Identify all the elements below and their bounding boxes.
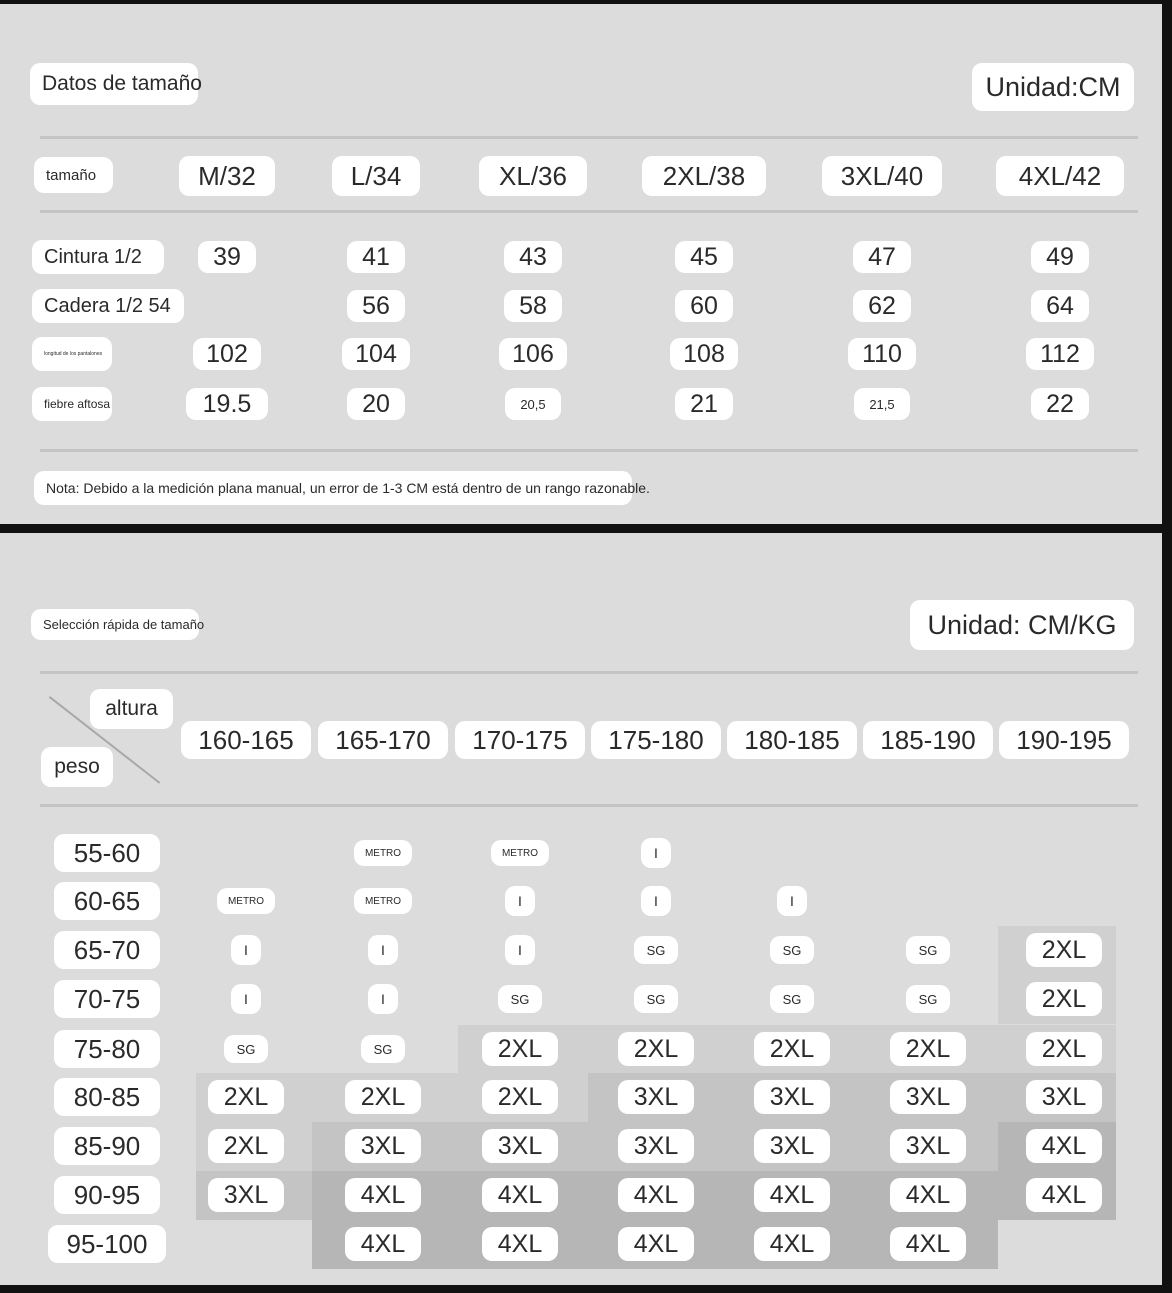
measurement-value: 41 [347, 241, 405, 273]
measurement-value: 39 [198, 241, 256, 273]
measurement-value: 102 [193, 338, 261, 370]
weight-range-label: 85-90 [54, 1127, 160, 1165]
weight-range-label: 70-75 [54, 980, 160, 1018]
recommended-size-cell: SG [906, 985, 950, 1013]
recommended-size-cell: 3XL [754, 1080, 830, 1114]
recommended-size-cell: 2XL [1026, 933, 1102, 967]
recommended-size-cell: 3XL [618, 1129, 694, 1163]
weight-range-label: 80-85 [54, 1078, 160, 1116]
size-header-cell: XL/36 [479, 156, 587, 196]
measurement-value: 106 [499, 338, 567, 370]
recommended-size-cell: SG [224, 1035, 268, 1063]
recommended-size-cell: 3XL [345, 1129, 421, 1163]
recommended-size-cell: SG [634, 936, 678, 964]
measurement-row-label: Cintura 1/2 [32, 240, 164, 274]
recommended-size-cell: 4XL [482, 1178, 558, 1212]
recommended-size-cell: 4XL [345, 1178, 421, 1212]
weight-range-label: 65-70 [54, 931, 160, 969]
weight-range-label: 55-60 [54, 834, 160, 872]
recommended-size-cell: 3XL [890, 1080, 966, 1114]
recommended-size-cell: 4XL [1026, 1129, 1102, 1163]
recommended-size-cell: 2XL [1026, 1032, 1102, 1066]
recommended-size-cell: SG [906, 936, 950, 964]
divider [40, 449, 1138, 452]
quick-select-unit: Unidad: CM/KG [910, 600, 1134, 650]
divider [40, 210, 1138, 213]
measurement-value: 64 [1031, 290, 1089, 322]
weight-label: peso [41, 747, 113, 787]
recommended-size-cell: 4XL [754, 1178, 830, 1212]
recommended-size-cell: 2XL [482, 1080, 558, 1114]
size-header-cell: 2XL/38 [642, 156, 766, 196]
measurement-row-label: fiebre aftosa [32, 387, 112, 421]
recommended-size-cell: 2XL [618, 1032, 694, 1066]
measurement-value: 47 [853, 241, 911, 273]
size-data-unit: Unidad:CM [972, 63, 1134, 111]
recommended-size-cell: 4XL [890, 1227, 966, 1261]
recommended-size-cell: 3XL [482, 1129, 558, 1163]
measurement-value: 108 [670, 338, 738, 370]
recommended-size-cell: I [368, 984, 398, 1014]
divider [40, 136, 1138, 139]
size-data-title: Datos de tamaño [30, 63, 198, 105]
recommended-size-cell: I [368, 935, 398, 965]
recommended-size-cell: 4XL [754, 1227, 830, 1261]
recommended-size-cell: METRO [354, 840, 412, 866]
size-header-label: tamaño [34, 157, 113, 193]
size-header-cell: 3XL/40 [822, 156, 942, 196]
measurement-value: 19.5 [186, 388, 268, 420]
recommended-size-cell: 4XL [618, 1178, 694, 1212]
recommended-size-cell: 4XL [345, 1227, 421, 1261]
recommended-size-cell: METRO [354, 888, 412, 914]
size-header-cell: M/32 [179, 156, 275, 196]
recommended-size-cell: 2XL [482, 1032, 558, 1066]
height-range-header: 170-175 [455, 721, 585, 759]
recommended-size-cell: 2XL [208, 1080, 284, 1114]
recommended-size-cell: SG [770, 985, 814, 1013]
measurement-row-label: longitud de los pantalones [32, 337, 112, 371]
measurement-value: 20 [347, 388, 405, 420]
measurement-value: 58 [504, 290, 562, 322]
divider [40, 671, 1138, 674]
measurement-value: 112 [1026, 338, 1094, 370]
recommended-size-cell: I [231, 935, 261, 965]
measurement-value: 56 [347, 290, 405, 322]
recommended-size-cell: 4XL [1026, 1178, 1102, 1212]
recommended-size-cell: 2XL [890, 1032, 966, 1066]
recommended-size-cell: 3XL [890, 1129, 966, 1163]
recommended-size-cell: 4XL [618, 1227, 694, 1261]
measurement-value: 43 [504, 241, 562, 273]
height-label: altura [90, 689, 173, 729]
recommended-size-cell: SG [770, 936, 814, 964]
recommended-size-cell: 3XL [208, 1178, 284, 1212]
size-header-cell: L/34 [332, 156, 420, 196]
height-range-header: 190-195 [999, 721, 1129, 759]
measurement-value: 45 [675, 241, 733, 273]
recommended-size-cell: 4XL [482, 1227, 558, 1261]
recommended-size-cell: METRO [217, 888, 275, 914]
recommended-size-cell: SG [634, 985, 678, 1013]
weight-range-label: 75-80 [54, 1030, 160, 1068]
recommended-size-cell: 2XL [754, 1032, 830, 1066]
recommended-size-cell: 3XL [754, 1129, 830, 1163]
recommended-size-cell: I [641, 886, 671, 916]
recommended-size-cell: 3XL [618, 1080, 694, 1114]
recommended-size-cell: 2XL [208, 1129, 284, 1163]
measurement-value: 104 [342, 338, 410, 370]
measurement-value: 21 [675, 388, 733, 420]
measurement-row-label: Cadera 1/2 54 [32, 289, 184, 323]
height-range-header: 180-185 [727, 721, 857, 759]
measurement-note: Nota: Debido a la medición plana manual, un error de 1-3 CM está dentro de un rango razonable. [34, 471, 632, 505]
recommended-size-cell: 4XL [890, 1178, 966, 1212]
recommended-size-cell: I [231, 984, 261, 1014]
size-header-cell: 4XL/42 [996, 156, 1124, 196]
divider [40, 804, 1138, 807]
measurement-value: 110 [848, 338, 916, 370]
measurement-value: 20,5 [505, 388, 560, 420]
recommended-size-cell: 2XL [345, 1080, 421, 1114]
measurement-value: 62 [853, 290, 911, 322]
measurement-value: 60 [675, 290, 733, 322]
weight-range-label: 95-100 [48, 1225, 166, 1263]
height-range-header: 165-170 [318, 721, 448, 759]
recommended-size-cell: SG [361, 1035, 405, 1063]
recommended-size-cell: 3XL [1026, 1080, 1102, 1114]
height-range-header: 185-190 [863, 721, 993, 759]
measurement-value: 21,5 [854, 388, 909, 420]
weight-range-label: 90-95 [54, 1176, 160, 1214]
recommended-size-cell: I [641, 838, 671, 868]
recommended-size-cell: METRO [491, 840, 549, 866]
height-range-header: 175-180 [591, 721, 721, 759]
height-range-header: 160-165 [181, 721, 311, 759]
recommended-size-cell: I [505, 935, 535, 965]
quick-select-title: Selección rápida de tamaño [31, 609, 199, 640]
recommended-size-cell: I [777, 886, 807, 916]
weight-range-label: 60-65 [54, 882, 160, 920]
measurement-value: 49 [1031, 241, 1089, 273]
measurement-value: 22 [1031, 388, 1089, 420]
recommended-size-cell: I [505, 886, 535, 916]
recommended-size-cell: 2XL [1026, 982, 1102, 1016]
recommended-size-cell: SG [498, 985, 542, 1013]
